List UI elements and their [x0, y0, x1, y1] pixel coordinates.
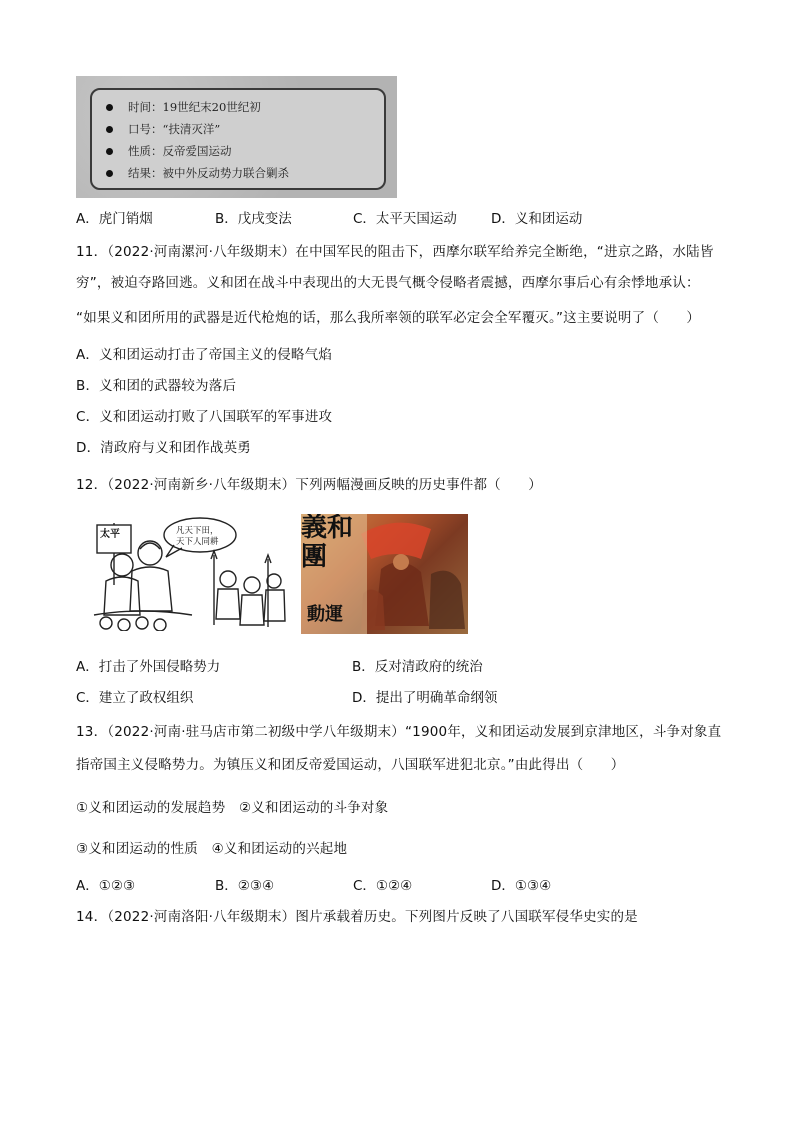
q13-items-line-2: ③义和团运动的性质 ④义和团运动的兴起地: [76, 841, 348, 857]
q13-option-c[interactable]: C．①②④: [353, 878, 413, 894]
q10-option-c[interactable]: C．太平天国运动: [353, 211, 457, 227]
q11-stem-line-1: 11．（2022·河南漯河·八年级期末）在中国军民的阻击下，西摩尔联军给养完全断绝，“进京之路，水陆皆: [76, 244, 714, 260]
taiping-cartoon-drawing: [92, 515, 286, 631]
card-row-slogan: 口号：“扶清灭洋”: [128, 122, 221, 136]
card-row-nature: 性质：反帝爱国运动: [128, 144, 232, 158]
card-row-time: 时间：19世纪末20世纪初: [128, 100, 261, 114]
q10-option-d[interactable]: D．义和团运动: [491, 211, 583, 227]
bubble-text-line-2: 天下人同耕: [176, 537, 219, 547]
bubble-text-line-1: 凡天下田，: [176, 526, 219, 536]
card-row-result: 结果：被中外反动势力联合剿杀: [128, 166, 289, 180]
bullet-icon: [106, 170, 113, 177]
poster-subtitle: 動運: [307, 604, 343, 625]
q12-option-b[interactable]: B．反对清政府的统治: [352, 659, 483, 675]
bullet-icon: [106, 126, 113, 133]
q14-stem: 14．（2022·河南洛阳·八年级期末）图片承载着历史。下列图片反映了八国联军侵华史实的是: [76, 909, 638, 925]
q11-stem-line-3: “如果义和团所用的武器是近代枪炮的话，那么我所率领的联军必定会全军覆灭。”这主要说明了（ ）: [76, 310, 701, 326]
q12-option-a[interactable]: A．打击了外国侵略势力: [76, 659, 221, 675]
q12-option-d[interactable]: D．提出了明确革命纲领: [352, 690, 498, 706]
poster-title: 義和團: [301, 514, 354, 572]
q11-option-c[interactable]: C．义和团运动打败了八国联军的军事进攻: [76, 409, 333, 425]
q12-stem: 12．（2022·河南新乡·八年级期末）下列两幅漫画反映的历史事件都（ ）: [76, 477, 542, 493]
q11-option-b[interactable]: B．义和团的武器较为落后: [76, 378, 237, 394]
bullet-icon: [106, 104, 113, 111]
q11-stem-line-2: 穷”，被迫夺路回逃。义和团在战斗中表现出的大无畏气概令侵略者震撼，西摩尔事后心有余悸地承认：: [76, 275, 700, 291]
q10-option-a[interactable]: A．虎门销烟: [76, 211, 153, 227]
q13-items-line-1: ①义和团运动的发展趋势 ②义和团运动的斗争对象: [76, 800, 389, 816]
taiping-flag-text: 太平: [100, 529, 120, 540]
q11-option-a[interactable]: A．义和团运动打击了帝国主义的侵略气焰: [76, 347, 333, 363]
info-card: [90, 88, 386, 190]
q13-stem-line-1: 13．（2022·河南·驻马店市第二初级中学八年级期末）“1900年，义和团运动发展到京津地区，斗争对象直: [76, 724, 722, 740]
q13-option-d[interactable]: D．①③④: [491, 878, 552, 894]
q13-stem-line-2: 指帝国主义侵略势力。为镇压义和团反帝爱国运动，八国联军进犯北京。”由此得出（ ）: [76, 757, 625, 773]
question-10-card-photo: [76, 76, 397, 198]
taiping-cartoon: [92, 515, 286, 631]
bullet-icon: [106, 148, 113, 155]
boxer-poster: [301, 514, 468, 634]
q11-option-d[interactable]: D．清政府与义和团作战英勇: [76, 440, 251, 456]
q13-option-b[interactable]: B．②③④: [215, 878, 275, 894]
q13-option-a[interactable]: A．①②③: [76, 878, 136, 894]
q12-option-c[interactable]: C．建立了政权组织: [76, 690, 194, 706]
q10-option-b[interactable]: B．戊戌变法: [215, 211, 292, 227]
